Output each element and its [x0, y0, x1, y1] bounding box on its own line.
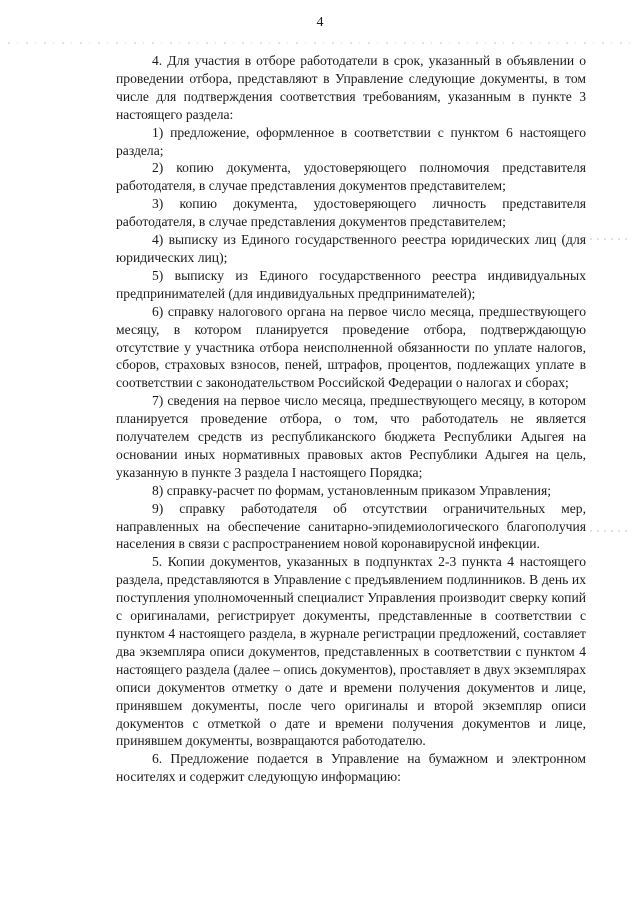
scan-artifact-dots: [590, 530, 630, 532]
scan-artifact-line: [8, 42, 632, 44]
item-4-6: 6) справку налогового органа на первое число месяца, предшествующего месяцу, в котором планируется проведение отбора, подтверждающую отсутствие у участника отбора неисполненной обязанности по уплате налогов, сборов, страховых взносов, пеней, штрафов, процентов, подлежащих уплате в соответствии с законодательством Российской Федерации о налогах и сборах;: [116, 303, 586, 391]
paragraph-4: 4. Для участия в отборе работодатели в срок, указанный в объявлении о проведении отбора, представляют в Управление следующие документы, в том числе для подтверждения соответствия требованиям, указанным в пункте 3 настоящего раздела:: [116, 53, 586, 122]
item-4-2: 2) копию документа, удостоверяющего полномочия представителя работодателя, в случае представления документов представителем;: [116, 160, 586, 194]
item-4-4: 4) выписку из Единого государственного реестра юридических лиц (для юридических лиц);: [116, 232, 586, 265]
document-body: [116, 52, 586, 786]
page-number: 4: [316, 15, 324, 30]
paragraph-5: 5. Копии документов, указанных в подпунктах 2-3 пункта 4 настоящего раздела, представляются в Управление с предъявлением подлинников. В день их поступления уполномоченный специалист Управления производит сверку копий с оригиналами, регистрирует документы, представленные в соответствии с пунктом 4 настоящего раздела, в журнале регистрации предложений, составляет два экземпляра описи документов, представленных в соответствии с пунктом 4 настоящего раздела (далее – опись документов), проставляет в двух экземплярах описи документов отметку о дате и времени получения документов и лице, принявшем документы, после чего оригиналы и второй экземпляр описи документов с отметкой о дате и времени получения документов и лице, принявшем документы, возвращаются работодателю.: [116, 554, 586, 749]
item-4-3: 3) копию документа, удостоверяющего личность представителя работодателя, в случае представления документов представителем;: [116, 196, 586, 230]
item-4-7: 7) сведения на первое число месяца, предшествующего месяцу, в котором планируется проведение отбора, о том, что работодатель не является получателем средств из республиканского бюджета Республики Адыгея на основании иных нормативных правовых актов Республики Адыгея на цель, указанную в пункте 3 раздела I настоящего Порядка;: [116, 393, 586, 480]
scan-artifact-dots: [590, 238, 630, 240]
paragraph-6: 6. Предложение подается в Управление на бумажном и электронном носителях и содержит следующую информацию:: [116, 751, 586, 785]
item-4-1: 1) предложение, оформленное в соответствии с пунктом 6 настоящего раздела;: [116, 124, 586, 158]
item-4-9: 9) справку работодателя об отсутствии ограничительных мер, направленных на обеспечение санитарно-эпидемиологического благополучия населения в связи с распространением новой коронавирусной инфекции.: [116, 500, 586, 552]
item-4-8: 8) справку-расчет по формам, установленным приказом Управления;: [152, 482, 551, 498]
item-4-5: 5) выписку из Единого государственного реестра индивидуальных предпринимателей (для индивидуальных предпринимателей);: [116, 267, 586, 301]
